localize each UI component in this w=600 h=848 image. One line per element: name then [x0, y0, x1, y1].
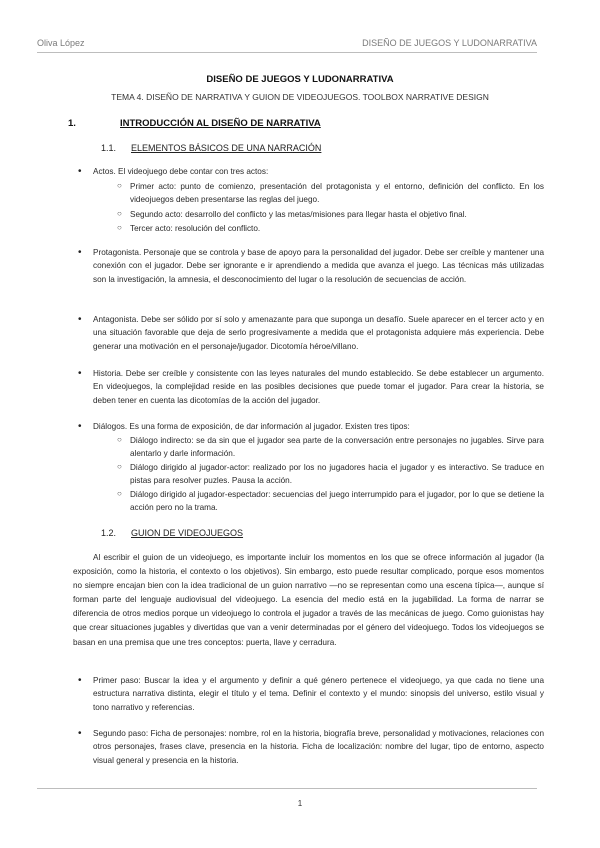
header-course: DISEÑO DE JUEGOS Y LUDONARRATIVA: [362, 38, 537, 48]
protagonista-text: Protagonista. Personaje que se controla y base de apoyo para la personalidad del jugador. Debe ser creíble y mantener una conexión con el jugador. Debe ser ignorante e ir aprendiendo a medida que avanza el juego. Las técnicas más utilizadas son la investigación, la amnesia, el desconocimiento del lugar o la resolución de secuencias de acción.: [93, 248, 544, 284]
sub-bullet-icon: ○: [117, 209, 122, 218]
segundo-paso-text: Segundo paso: Ficha de personajes: nombre, rol en la historia, biografía breve, personalidad y motivaciones, relaciones con otros personajes, frases clave, presencia en la historia. Ficha de localización: nombre del lugar, tipo de entorno, aspecto visual general y presencia en la historia.: [93, 729, 544, 765]
sub-bullet-icon: ○: [117, 462, 122, 471]
antagonista-text: Antagonista. Debe ser sólido por sí solo y amenazante para que suponga un desafío. Suele aparecer en el tercer acto y en una situación favorable que deja de serlo progresivamente a medida que el protagonista adquiere más experiencia. Debe generar una motivación en el personaje/jugador. Dicotomía héroe/villano.: [93, 315, 544, 351]
header-divider: [37, 52, 537, 53]
bullet-icon: •: [78, 166, 82, 177]
section-heading-1: [68, 118, 321, 129]
sub-bullet-icon: ○: [117, 181, 122, 190]
footer-divider: [37, 788, 537, 789]
section-title: INTRODUCCIÓN AL DISEÑO DE NARRATIVA: [120, 118, 321, 129]
section-number: 1.: [68, 118, 76, 129]
page-header: [37, 38, 537, 50]
sub-bullet-icon: ○: [117, 435, 122, 444]
header-author: Oliva López: [37, 38, 85, 48]
bullet-icon: •: [78, 728, 82, 739]
page-number: 1: [297, 799, 303, 808]
actos-item-3: Tercer acto: resolución del conflicto.: [130, 224, 261, 233]
bullet-icon: •: [78, 314, 82, 325]
subsection-number: 1.2.: [101, 528, 117, 538]
document-title: DISEÑO DE JUEGOS Y LUDONARRATIVA: [206, 74, 394, 85]
bullet-icon: •: [78, 368, 82, 379]
subsection-title: GUION DE VIDEOJUEGOS: [131, 528, 244, 538]
document-subtitle: TEMA 4. DISEÑO DE NARRATIVA Y GUION DE VIDEOJUEGOS. TOOLBOX NARRATIVE DESIGN: [111, 92, 489, 102]
actos-item-2: Segundo acto: desarrollo del conflicto y las metas/misiones para llegar hasta el objetivo final.: [130, 210, 467, 219]
subsection-heading-1-1: [101, 143, 321, 153]
bullet-icon: •: [78, 421, 82, 432]
primer-paso-text: Primer paso: Buscar la idea y el argumento y definir a qué género pertenece el videojuego, ya que cada no tiene una estructura narrativa distinta, elegir el título y el tema. Definir el contexto y el mundo: sinopsis del universo, estilo visual y tono narrativo y referencias.: [93, 676, 544, 712]
dialogos-item-1: Diálogo indirecto: se da sin que el jugador sea parte de la conversación entre personajes no jugables. Sirve para alentarlo y darle información.: [130, 436, 544, 459]
sub-bullet-icon: ○: [117, 489, 122, 498]
actos-intro: Actos. El videojuego debe contar con tres actos:: [93, 167, 269, 176]
bullet-icon: •: [78, 247, 82, 258]
sub-bullet-icon: ○: [117, 223, 122, 232]
dialogos-item-2: Diálogo dirigido al jugador-actor: realizado por los no jugadores hacia el jugador y es interactivo. Se traduce en pistas para resolver puzles. Pausa la acción.: [130, 463, 544, 486]
subsection-heading-1-2: [101, 528, 243, 538]
guion-paragraph: Al escribir el guion de un videojuego, es importante incluir los momentos en los que se ofrece información al jugador (la exposición, como la historia, el contexto o los objetivos). Sin embargo, esto puede resultar complicado, porque esos momentos no siempre encajan bien con la idea tradicional de un guion narrativo —no se representan como una escena típica—, aunque sí forman parte del lenguaje audiovisual del videojuego. La esencia del medio está en la jugabilidad. La forma de narrar se diferencia de otros medios porque un videojuego lo controla el jugador a través de las mecánicas de juego. Como guionistas hay que crear situaciones jugables y divertidas que van a venir determinadas por el género del videojuego. Todos los videojuegos se basan en una premisa que une tres conceptos: puerta, llave y cerradura.: [73, 553, 544, 647]
actos-item-1: Primer acto: punto de comienzo, presentación del protagonista y el entorno, definición del conflicto. En los videojuegos deben presentarse las reglas del juego.: [130, 182, 544, 205]
dialogos-item-3: Diálogo dirigido al jugador-espectador: secuencias del juego interrumpido para el jugador, por lo que se detiene la acción pero no la trama.: [130, 490, 544, 513]
historia-text: Historia. Debe ser creíble y consistente con las leyes naturales del mundo establecido. Se debe establecer un argumento. En videojuegos, la complejidad reside en las posibles decisiones que puede tomar el jugador. Para crear la historia, se deben tener en cuenta las dicotomías de la acción del jugador.: [93, 369, 544, 405]
dialogos-intro: Diálogos. Es una forma de exposición, de dar información al jugador. Existen tres tipos:: [93, 422, 410, 431]
subsection-title: ELEMENTOS BÁSICOS DE UNA NARRACIÓN: [131, 143, 322, 153]
bullet-icon: •: [78, 675, 82, 686]
subsection-number: 1.1.: [101, 143, 117, 153]
